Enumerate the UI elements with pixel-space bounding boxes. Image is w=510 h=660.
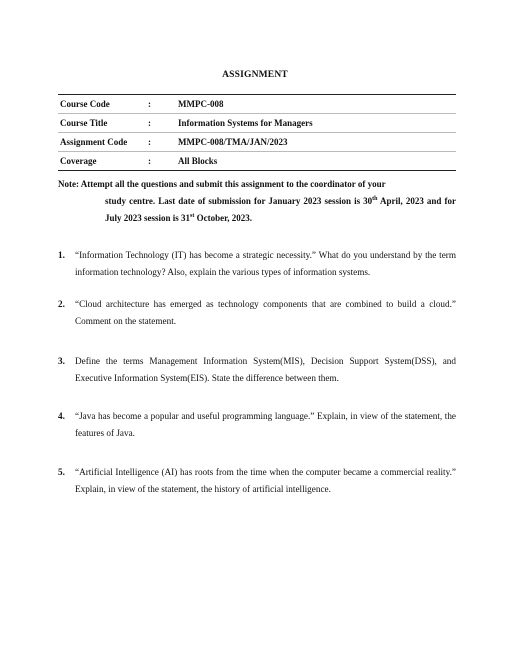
coverage-row [58, 152, 456, 170]
question-3 [58, 353, 456, 387]
question-text: Define the terms Management Information System(MIS), Decision Support System(DSS), and Executive Information System(EIS). State the difference between them. [75, 356, 456, 383]
meta-value: All Blocks [178, 156, 218, 166]
note-text: April, 2023 and for July 2023 session is 31 [105, 196, 456, 223]
course-title-row [58, 114, 456, 133]
note-text: study centre. Last date of submission for January 2023 session is 30 [105, 196, 373, 206]
meta-colon: : [148, 99, 151, 109]
meta-value: Information Systems for Managers [178, 118, 313, 128]
question-text: “Information Technology (IT) has become a strategic necessity.” What do you understand by the term information technology? Also, explain the various types of information systems. [75, 250, 456, 277]
assignment-code-row [58, 133, 456, 152]
meta-value: MMPC-008/TMA/JAN/2023 [178, 137, 288, 147]
meta-label: Assignment Code [60, 137, 128, 147]
question-number: 3. [58, 356, 65, 366]
note-continuation [58, 193, 456, 227]
question-5 [58, 464, 456, 498]
question-1 [58, 247, 456, 281]
question-4 [58, 408, 456, 442]
meta-value: MMPC-008 [178, 99, 224, 109]
question-number: 5. [58, 467, 65, 477]
note-text: October, 2023. [194, 213, 253, 223]
note-line-1: Note: Attempt all the questions and submit this assignment to the coordinator of your [58, 179, 386, 189]
question-number: 1. [58, 250, 65, 260]
question-text: “Cloud architecture has emerged as technology components that are combined to build a cloud.” Comment on the statement. [75, 299, 456, 326]
question-text: “Java has become a popular and useful programming language.” Explain, in view of the statement, the features of Java. [75, 411, 456, 438]
question-text: “Artificial Intelligence (AI) has roots from the time when the computer became a commercial reality.” Explain, in view of the statement, the history of artificial intelligence. [75, 467, 456, 494]
note-superscript: th [372, 196, 378, 202]
question-number: 2. [58, 299, 65, 309]
course-info-table [58, 94, 456, 171]
meta-label: Course Code [60, 99, 110, 109]
question-2 [58, 296, 456, 330]
question-number: 4. [58, 411, 65, 421]
meta-colon: : [148, 156, 151, 166]
meta-colon: : [148, 137, 151, 147]
note-superscript: st [190, 213, 195, 219]
page-title: ASSIGNMENT [222, 70, 288, 80]
meta-label: Coverage [60, 156, 97, 166]
course-code-row [58, 95, 456, 114]
meta-colon: : [148, 118, 151, 128]
meta-label: Course Title [60, 118, 108, 128]
submission-note [58, 176, 456, 227]
